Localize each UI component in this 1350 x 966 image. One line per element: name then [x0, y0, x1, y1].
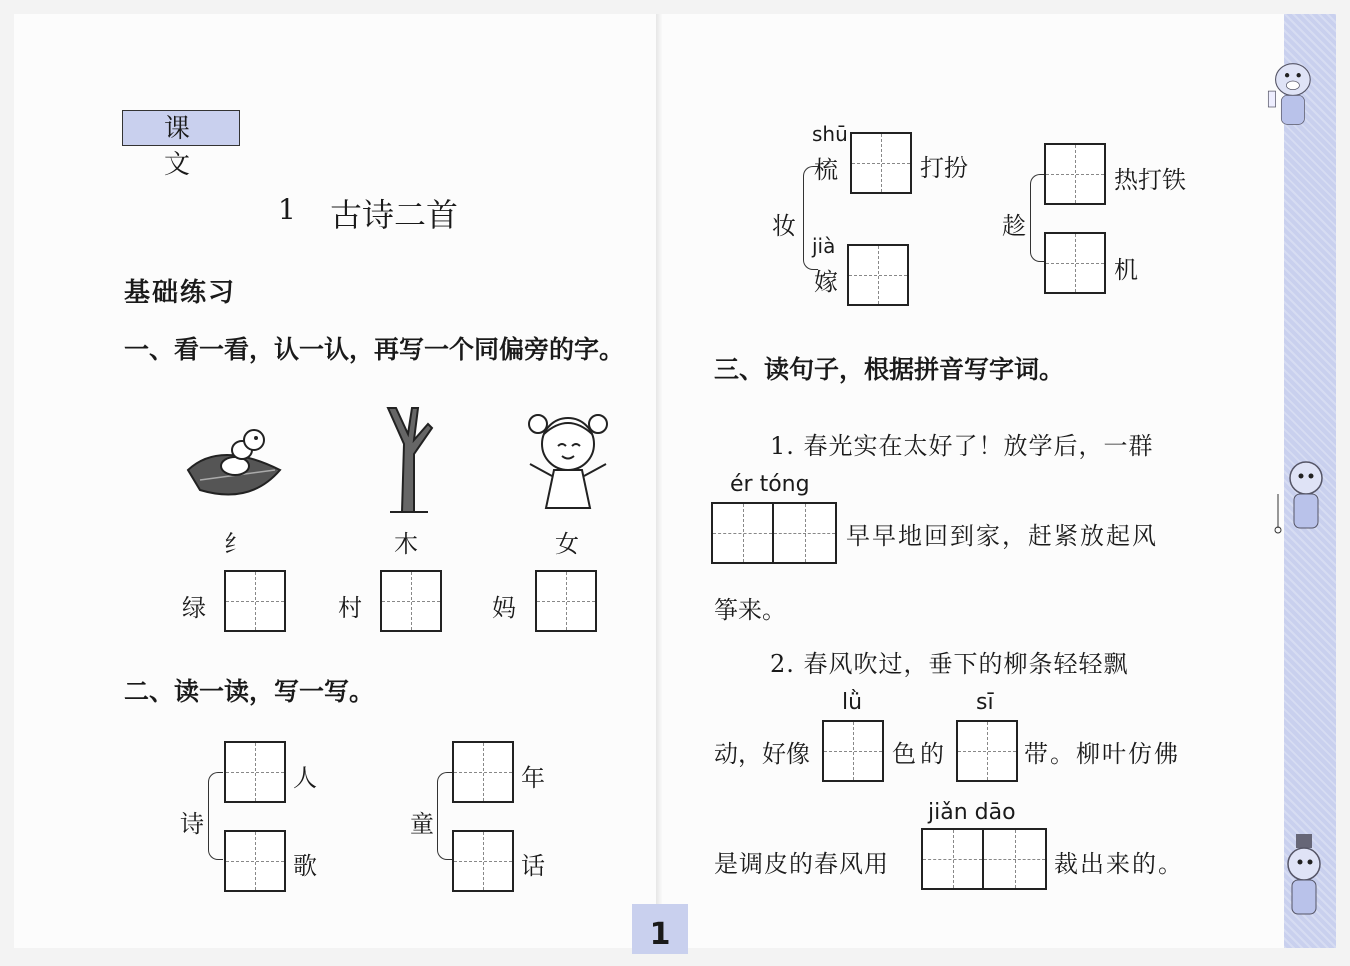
lesson-category-label: 课 文: [122, 110, 240, 146]
radical-label: 女: [555, 530, 579, 558]
pinyin-label: jiǎn dāo: [928, 800, 1016, 825]
writing-box[interactable]: [956, 720, 1018, 782]
pinyin-label: shū: [812, 122, 848, 146]
lesson-number: 1: [278, 193, 296, 226]
item-char: 嫁: [814, 268, 838, 296]
wolf-mascot-icon: [1272, 454, 1332, 554]
ex3-title: 三、读句子，根据拼音写字词。: [714, 355, 1065, 384]
writing-box[interactable]: [850, 132, 912, 194]
example-char: 村: [338, 594, 362, 622]
girl-icon: [522, 404, 614, 514]
suffix-char: 话: [521, 852, 545, 880]
sentence-text: 是调皮的春风用: [714, 850, 889, 878]
example-char: 妈: [492, 594, 516, 622]
writing-box-double[interactable]: [711, 502, 837, 564]
sentence-text: 动，好像: [714, 740, 810, 768]
suffix-char: 人: [293, 764, 317, 792]
group-char: 趁: [1002, 212, 1026, 240]
suffix-text: 机: [1114, 256, 1138, 284]
sentence-text: 早早地回到家，赶紧放起风: [846, 522, 1158, 550]
duck-mascot-icon: [1270, 830, 1330, 930]
pinyin-label: lǜ: [842, 690, 863, 715]
writing-box-double[interactable]: [921, 828, 1047, 890]
item-char: 梳: [814, 156, 838, 184]
brace: [208, 772, 223, 860]
lesson-title: 古诗二首: [330, 196, 459, 234]
radical-label: 纟: [224, 530, 248, 558]
brace: [437, 772, 452, 860]
group-char: 诗: [180, 810, 204, 838]
pinyin-label: ér tóng: [730, 472, 810, 497]
suffix-char: 年: [521, 764, 545, 792]
pinyin-label: sī: [976, 690, 994, 715]
writing-box[interactable]: [822, 720, 884, 782]
writing-box[interactable]: [224, 830, 286, 892]
suffix-char: 歌: [293, 852, 317, 880]
writing-box[interactable]: [535, 570, 597, 632]
caterpillar-leaf-icon: [180, 420, 290, 510]
writing-box[interactable]: [224, 570, 286, 632]
writing-box[interactable]: [1044, 232, 1106, 294]
pig-mascot-icon: [1264, 34, 1316, 154]
sentence-text: 色的: [892, 740, 948, 768]
sentence-text: 2. 春风吹过，垂下的柳条轻轻飘: [770, 650, 1129, 678]
ex1-title: 一、看一看，认一认，再写一个同偏旁的字。: [124, 335, 625, 364]
sentence-text: 带。柳叶仿佛: [1024, 740, 1180, 768]
writing-box[interactable]: [452, 830, 514, 892]
writing-box[interactable]: [224, 741, 286, 803]
suffix-text: 打扮: [920, 154, 968, 182]
side-strip: [1284, 14, 1336, 948]
group-char: 童: [410, 810, 434, 838]
example-char: 绿: [182, 594, 206, 622]
group-char: 妆: [772, 212, 796, 240]
pinyin-label: jià: [812, 234, 836, 258]
section-basic-title: 基础练习: [124, 278, 237, 308]
writing-box[interactable]: [1044, 143, 1106, 205]
writing-box[interactable]: [847, 244, 909, 306]
writing-box[interactable]: [452, 741, 514, 803]
page-number: 1: [632, 904, 688, 954]
suffix-text: 热打铁: [1114, 166, 1186, 194]
sentence-text: 1. 春光实在太好了！放学后，一群: [770, 432, 1154, 460]
radical-label: 木: [394, 530, 418, 558]
ex2-title: 二、读一读，写一写。: [124, 677, 375, 706]
sentence-text: 裁出来的。: [1054, 850, 1184, 878]
sentence-text: 筝来。: [714, 596, 786, 624]
brace: [1030, 174, 1045, 262]
writing-box[interactable]: [380, 570, 442, 632]
tree-icon: [374, 404, 438, 514]
